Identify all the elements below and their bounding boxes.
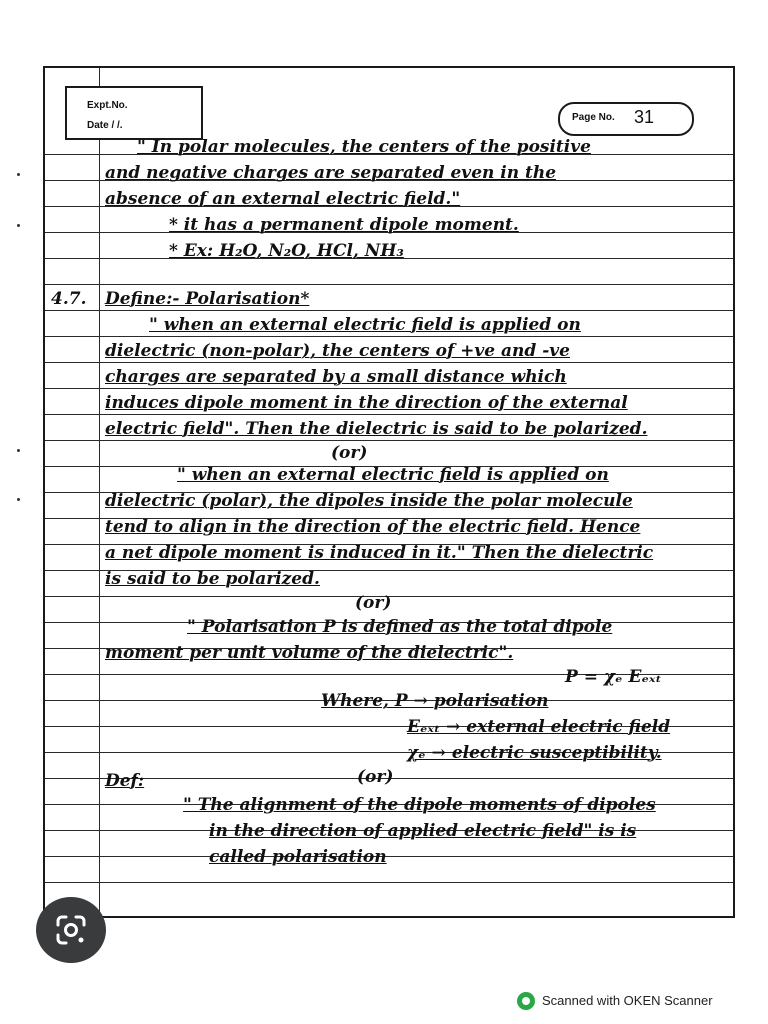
text-line: moment per unit volume of the dielectric".: [105, 643, 514, 663]
question-title: Define:- Polarisation*: [105, 289, 310, 309]
ruled-line: [45, 440, 733, 441]
text-line: in the direction of applied electric field" is is: [209, 821, 637, 841]
expt-no-label: Expt.No.: [87, 100, 128, 111]
expt-date-box: [65, 86, 203, 140]
text-line: a net dipole moment is induced in it." Then the dielectric: [105, 543, 654, 563]
margin-mark: [17, 498, 20, 501]
ruled-line: [45, 388, 733, 389]
page-number-box: [558, 102, 694, 136]
text-line: charges are separated by a small distance which: [105, 367, 567, 387]
ruled-line: [45, 284, 733, 285]
formula: P = χₑ Eₑₓₜ: [565, 667, 662, 687]
ruled-line: [45, 856, 733, 857]
or-separator: (or): [355, 593, 392, 613]
text-line: * Ex: H₂O, N₂O, HCl, NH₃: [169, 241, 404, 261]
text-line: dielectric (polar), the dipoles inside the polar molecule: [105, 491, 633, 511]
text-line: " The alignment of the dipole moments of dipoles: [183, 795, 656, 815]
ruled-line: [45, 882, 733, 883]
text-line: and negative charges are separated even in the: [105, 163, 557, 183]
question-number: 4.7.: [51, 289, 87, 309]
text-line: absence of an external electric field.": [105, 189, 461, 209]
margin-mark: [17, 449, 20, 452]
def-label: Def:: [105, 771, 145, 791]
text-line: χₑ → electric susceptibility.: [407, 743, 662, 763]
date-label: Date / /.: [87, 120, 123, 131]
text-line: is said to be polarized.: [105, 569, 320, 589]
text-line: dielectric (non-polar), the centers of +ve and -ve: [105, 341, 570, 361]
margin-mark: [17, 173, 20, 176]
text-line: " when an external electric field is applied on: [149, 315, 581, 335]
lens-glyph: [54, 913, 88, 947]
notebook-page: [43, 66, 735, 918]
text-line: " when an external electric field is applied on: [177, 465, 609, 485]
text-line: induces dipole moment in the direction of the external: [105, 393, 628, 413]
google-lens-icon[interactable]: [36, 897, 106, 963]
ruled-line: [45, 336, 733, 337]
text-line: " Polarisation P is defined as the total dipole: [187, 617, 613, 637]
text-line: Eₑₓₜ → external electric field: [407, 717, 671, 737]
margin-mark: [17, 224, 20, 227]
ruled-line: [45, 310, 733, 311]
or-separator: (or): [357, 767, 394, 787]
text-line: * it has a permanent dipole moment.: [169, 215, 519, 235]
text-line: Where, P → polarisation: [321, 691, 549, 711]
oken-logo-icon: [517, 992, 535, 1010]
text-line: called polarisation: [209, 847, 387, 867]
ruled-line: [45, 414, 733, 415]
scanner-text: Scanned with OKEN Scanner: [542, 993, 713, 1008]
page-no-value: 31: [634, 107, 655, 127]
text-line: " In polar molecules, the centers of the positive: [137, 137, 591, 157]
or-separator: (or): [331, 443, 368, 463]
text-line: electric field". Then the dielectric is said to be polarized.: [105, 419, 648, 439]
ruled-line: [45, 362, 733, 363]
page-no-label: Page No.: [572, 112, 615, 123]
text-line: tend to align in the direction of the electric field. Hence: [105, 517, 641, 537]
